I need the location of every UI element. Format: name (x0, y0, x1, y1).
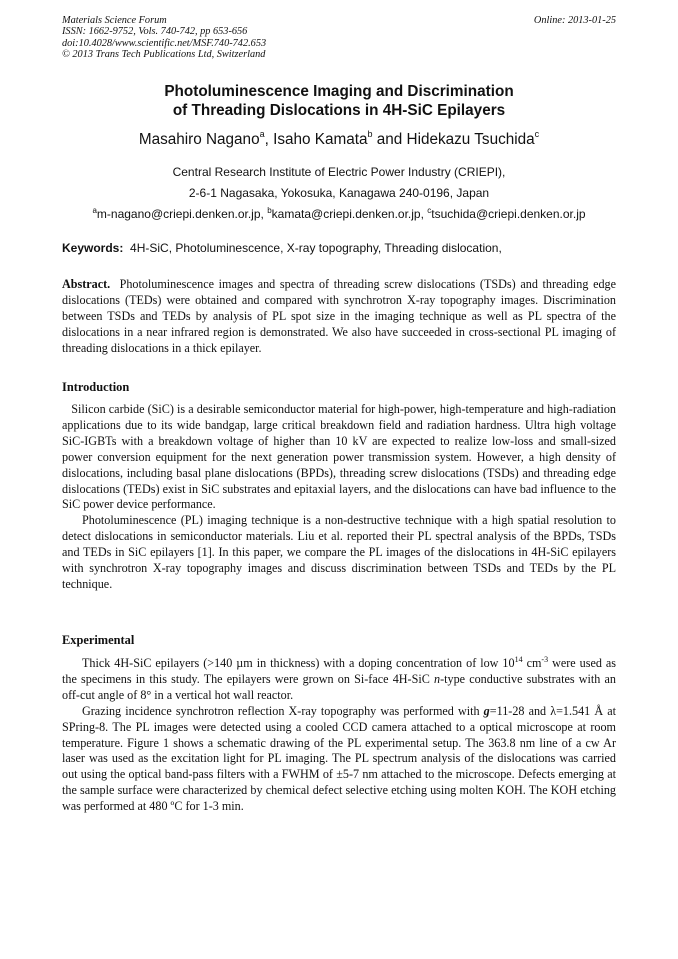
experimental-heading: Experimental (62, 633, 135, 647)
exp-p1-d: -type conductive substrates with an off-cut angle of 8° in a vertical hot wall reactor. (62, 671, 616, 702)
exp-p1-b: cm (522, 656, 542, 670)
email-sep-a: , (260, 207, 268, 221)
intro-p1-text: Silicon carbide (SiC) is a desirable semiconductor material for high-power, high-temperature and high-radiation applications due to its wide bandgap, large critical breakdown field and radiation hardness. Ultra high voltage SiC-IGBTs with a breakdown voltage of higher than 10 kV are expected to realize low-loss and small-sized power conversion equipment for the next generation power transmission system. However, a high density of dislocations, including basal plane dislocations (BPDs), threading screw dislocations (TSDs) and threading edge dislocations (TEDs) exist in SiC substrates and epitaxial layers, and the dislocations can have bad influence to the SiC power device performance. (62, 402, 617, 512)
email-a-sup: a (92, 206, 97, 215)
email-c-sup: c (427, 206, 432, 215)
journal-name: Materials Science Forum (62, 15, 167, 26)
doi-line: doi:10.4028/www.scientific.net/MSF.740-742.653 (62, 37, 267, 49)
affiliation-line-1: Central Research Institute of Electric Power Industry (CRIEPI), (172, 165, 506, 179)
author-2: Isaho Kamata (273, 131, 368, 148)
introduction-body (62, 402, 616, 593)
title-line-1: Photoluminescence Imaging and Discrimination (164, 83, 514, 100)
abstract-paragraph (62, 277, 616, 357)
author-3: Hidekazu Tsuchida (406, 131, 535, 148)
exp-p1-c: were used as the specimens in this study. The epilayers were grown on Si-face 4H-SiC (62, 656, 617, 686)
intro-paragraph-1 (62, 402, 616, 513)
paper-title (62, 82, 616, 120)
author-1-sup: a (259, 129, 265, 139)
experimental-body (62, 656, 616, 815)
email-sep-b: , (420, 207, 428, 221)
email-c: tsuchida@criepi.denken.or.jp (431, 207, 586, 221)
exp-p1-italic: n (434, 671, 441, 686)
affiliation (62, 162, 616, 225)
affiliation-line-2: 2-6-1 Nagasaka, Yokosuka, Kanagawa 240-0196, Japan (188, 186, 490, 200)
title-line-2: of Threading Dislocations in 4H-SiC Epilayers (172, 102, 506, 119)
exp-p1-sup2: -3 (541, 655, 549, 664)
intro-paragraph-2: Photoluminescence (PL) imaging technique is a non-destructive technique with a high spatial resolution to detect dislocations in semiconductor materials. Liu et al. reported their PL spectral analysis of the BPDs, TSDs and TEDs in SiC epilayers [1]. In this paper, we compare the PL images of the dislocations in 4H-SiC epilayers with synchrotron X-ray topography images and discuss discrimination between TSDs and TEDs by the PL technique. (62, 513, 616, 591)
journal-header (62, 15, 616, 61)
exp-paragraph-2 (62, 704, 616, 815)
copyright-line: © 2013 Trans Tech Publications Ltd, Switzerland (62, 49, 266, 61)
exp-paragraph-1 (62, 656, 616, 704)
keywords-text: 4H-SiC, Photoluminescence, X-ray topography, Threading dislocation, (130, 241, 502, 255)
exp-p2-g: g (483, 703, 490, 718)
online-date: Online: 2013-01-25 (533, 15, 616, 26)
abstract-label: Abstract. (62, 277, 111, 291)
author-list (62, 130, 616, 150)
abstract-text: Photoluminescence images and spectra of threading screw dislocations (TSDs) and threading edge dislocations (TEDs) were obtained and compared with synchrotron X-ray topography images. Discrimination between TSDs and TEDs by analysis of PL spot size in the imaging technique as well as PL spectra of the dislocations in a near infrared region is demonstrated. We also have succeeded in cross-sectional PL imaging of threading dislocations in a thick epilayer. (62, 277, 616, 355)
email-a: m-nagano@criepi.denken.or.jp (96, 207, 261, 221)
issn-line: ISSN: 1662-9752, Vols. 740-742, pp 653-656 (62, 26, 248, 38)
abstract (62, 277, 616, 357)
email-b: kamata@criepi.denken.or.jp (271, 207, 421, 221)
author-sep-2: and (372, 131, 407, 148)
keywords (62, 240, 616, 256)
author-2-sup: b (367, 129, 373, 139)
exp-p1-sup1: 14 (514, 655, 523, 664)
exp-p1-a: Thick 4H-SiC epilayers (>140 µm in thickness) with a doping concentration of low 10 (82, 656, 515, 670)
keywords-label: Keywords: (62, 241, 124, 255)
exp-p2-a: Grazing incidence synchrotron reflection X-ray topography was performed with (82, 703, 484, 718)
author-1: Masahiro Nagano (138, 131, 260, 148)
author-sep-1: , (264, 131, 274, 148)
introduction-heading: Introduction (62, 380, 130, 394)
author-3-sup: c (534, 129, 540, 139)
email-line (62, 204, 616, 225)
exp-p2-b: =11-28 and λ=1.541 Å at SPring-8. The PL images were detected using a cooled CCD camera attached to a optical microscope at room temperature. Figure 1 shows a schematic drawing of the PL experimental setup. The 363.8 nm line of a cw Ar laser was used as the excitation light for PL imaging. The PL spectrum analysis of the dislocations was carried out using the optical band-pass filters with a FWHM of ±5-7 nm attached to the microscope. Defects emerging at the sample surface were characterized by chemical defect selective etching using molten KOH. The KOH etching was performed at 480 ºC for 1-3 min. (62, 703, 616, 814)
email-b-sup: b (267, 206, 272, 215)
